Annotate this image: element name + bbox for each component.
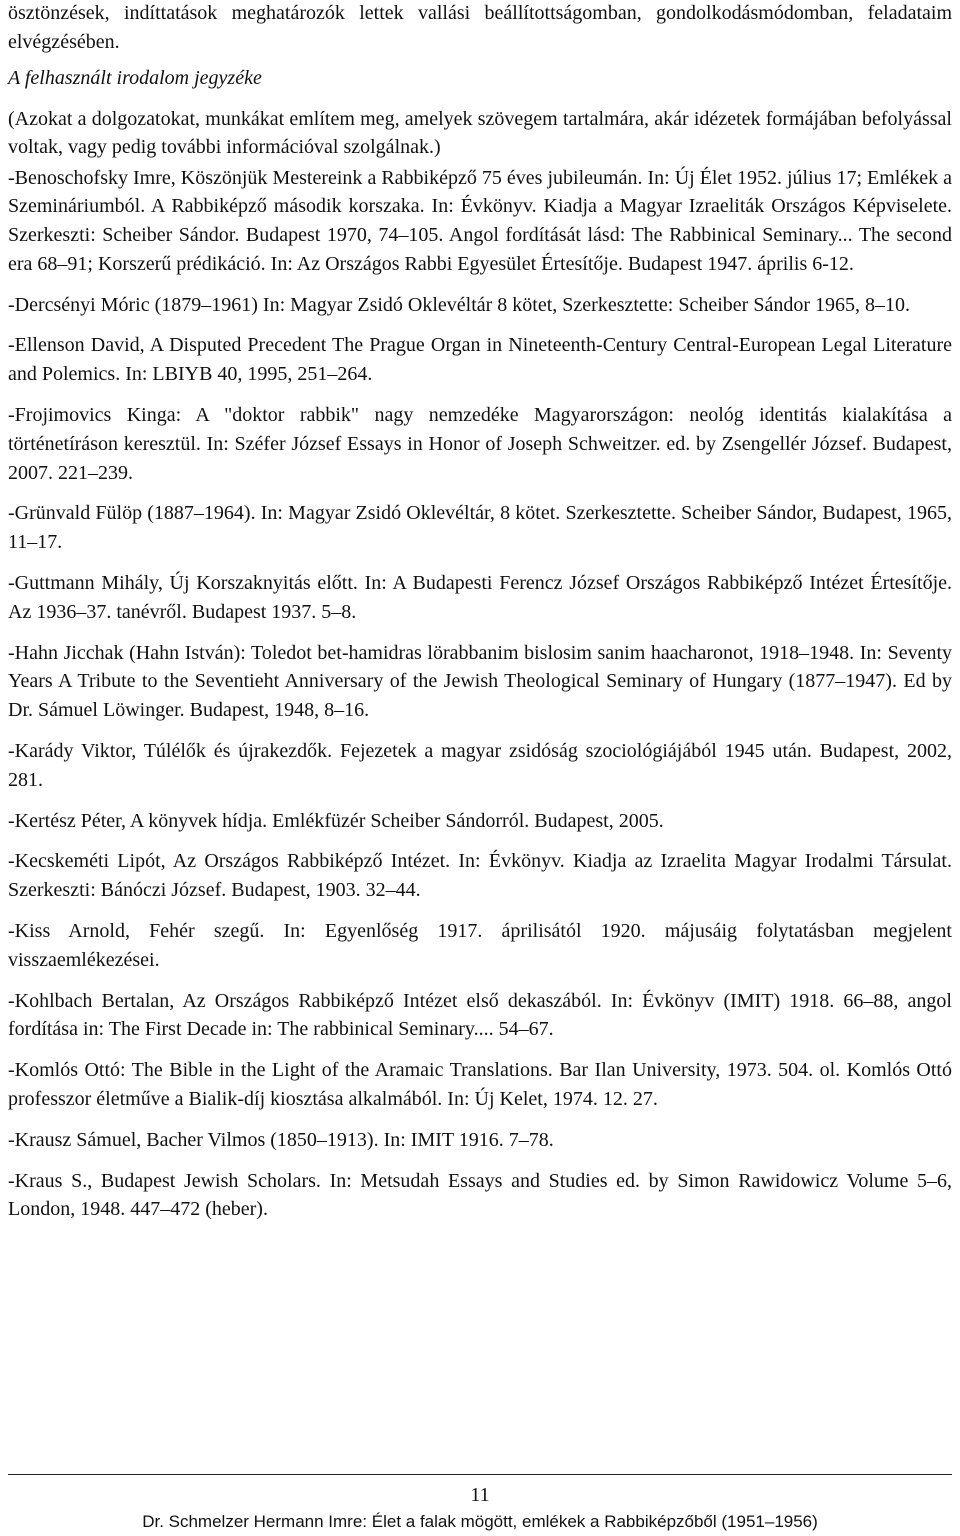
reference-entry: -Kohlbach Bertalan, Az Országos Rabbiképző Intézet első dekaszából. In: Évkönyv (IMIT) 1918. 66–88, angol fordítása in: The First Decade in: The rabbinical Seminary.... 54–67. xyxy=(8,989,952,1041)
reference-entry: -Komlós Ottó: The Bible in the Light of the Aramaic Translations. Bar Ilan University, 1973. 504. ol. Komlós Ottó professzor életműve a Bialik-díj kiosztása alkalmából. In: Új Kelet, 1974. 12. 27. xyxy=(8,1059,952,1111)
reference-list xyxy=(8,164,952,1225)
page-number: 11 xyxy=(470,1484,490,1506)
reference-entry: -Kiss Arnold, Fehér szegű. In: Egyenlőség 1917. áprilisától 1920. májusáig folytatásban megjelent visszaemlékezései. xyxy=(8,920,952,971)
reference-entry: -Hahn Jicchak (Hahn István): Toledot bet-hamidras lörabbanim bislosim sanim haacharonot, 1918–1948. In: Seventy Years A Tribute to the Seventieht Anniversary of the Jewish Theological Seminary of Hungary (1877–1947). Ed by Dr. Sámuel Löwinger. Budapest, 1948, 8–16. xyxy=(8,641,952,722)
section-note: (Azokat a dolgozatokat, munkákat említem meg, amelyek szövegem tartalmára, akár idézetek formájában befolyással voltak, vagy pedig további információval szolgálnak.) xyxy=(8,107,952,158)
reference-entry: -Ellenson David, A Disputed Precedent The Prague Organ in Nineteenth-Century Central-European Legal Literature and Polemics. In: LBIYB 40, 1995, 251–264. xyxy=(8,334,952,386)
footer-divider xyxy=(8,1474,952,1475)
reference-entry: -Karády Viktor, Túlélők és újrakezdők. Fejezetek a magyar zsidóság szociológiájából 1945 után. Budapest, 2002, 281. xyxy=(8,740,952,791)
reference-entry: -Kraus S., Budapest Jewish Scholars. In: Metsudah Essays and Studies ed. by Simon Rawidowicz Volume 5–6, London, 1948. 447–472 (heber). xyxy=(8,1169,952,1221)
reference-entry: -Krausz Sámuel, Bacher Vilmos (1850–1913). In: IMIT 1916. 7–78. xyxy=(8,1128,554,1151)
reference-entry: -Grünvald Fülöp (1887–1964). In: Magyar Zsidó Oklevéltár, 8 kötet. Szerkesztette. Scheiber Sándor, Budapest, 1965, 11–17. xyxy=(8,502,952,554)
reference-entry: -Kertész Péter, A könyvek hídja. Emlékfüzér Scheiber Sándorról. Budapest, 2005. xyxy=(8,809,664,832)
section-heading: A felhasznált irodalom jegyzéke xyxy=(8,67,262,89)
running-footer: Dr. Schmelzer Hermann Imre: Élet a falak mögött, emlékek a Rabbiképzőből (1951–1956) xyxy=(142,1512,818,1531)
reference-entry: -Frojimovics Kinga: A "doktor rabbik" nagy nemzedéke Magyarországon: neológ identitás kialakítása a történetíráson keresztül. In: Széfer József Essays in Honor of Joseph Schweitzer. ed. by Zsengellér József. Budapest, 2007. 221–239. xyxy=(8,404,952,484)
reference-entry: -Guttmann Mihály, Új Korszaknyitás előtt. In: A Budapesti Ferencz József Országos Rabbiképző Intézet Értesítője. Az 1936–37. tanévről. Budapest 1937. 5–8. xyxy=(8,572,952,623)
reference-entry: -Dercsényi Móric (1879–1961) In: Magyar Zsidó Oklevéltár 8 kötet, Szerkesztette: Scheiber Sándor 1965, 8–10. xyxy=(8,293,910,316)
reference-entry: -Benoschofsky Imre, Köszönjük Mestereink a Rabbiképző 75 éves jubileumán. In: Új Élet 1952. július 17; Emlékek a Szemináriumból. A Rabbiképző második korszaka. In: Évkönyv. Kiadja a Magyar Izraeliták Országos Képviselete. Szerkeszti: Scheiber Sándor. Budapest 1970, 74–105. Angol fordítását lásd: The Rabbinical Seminary... The second era 68–91; Korszerű prédikáció. In: Az Országos Rabbi Egyesület Értesítője. Budapest 1947. április 6-12. xyxy=(8,166,952,275)
reference-entry: -Kecskeméti Lipót, Az Országos Rabbiképző Intézet. In: Évkönyv. Kiadja az Izraelita Magyar Irodalmi Társulat. Szerkeszti: Bánóczi József. Budapest, 1903. 32–44. xyxy=(8,850,952,902)
intro-paragraph: ösztönzések, indíttatások meghatározók lettek vallási beállítottságomban, gondolkodásmódomban, feladataim elvégzésében. xyxy=(8,2,952,53)
